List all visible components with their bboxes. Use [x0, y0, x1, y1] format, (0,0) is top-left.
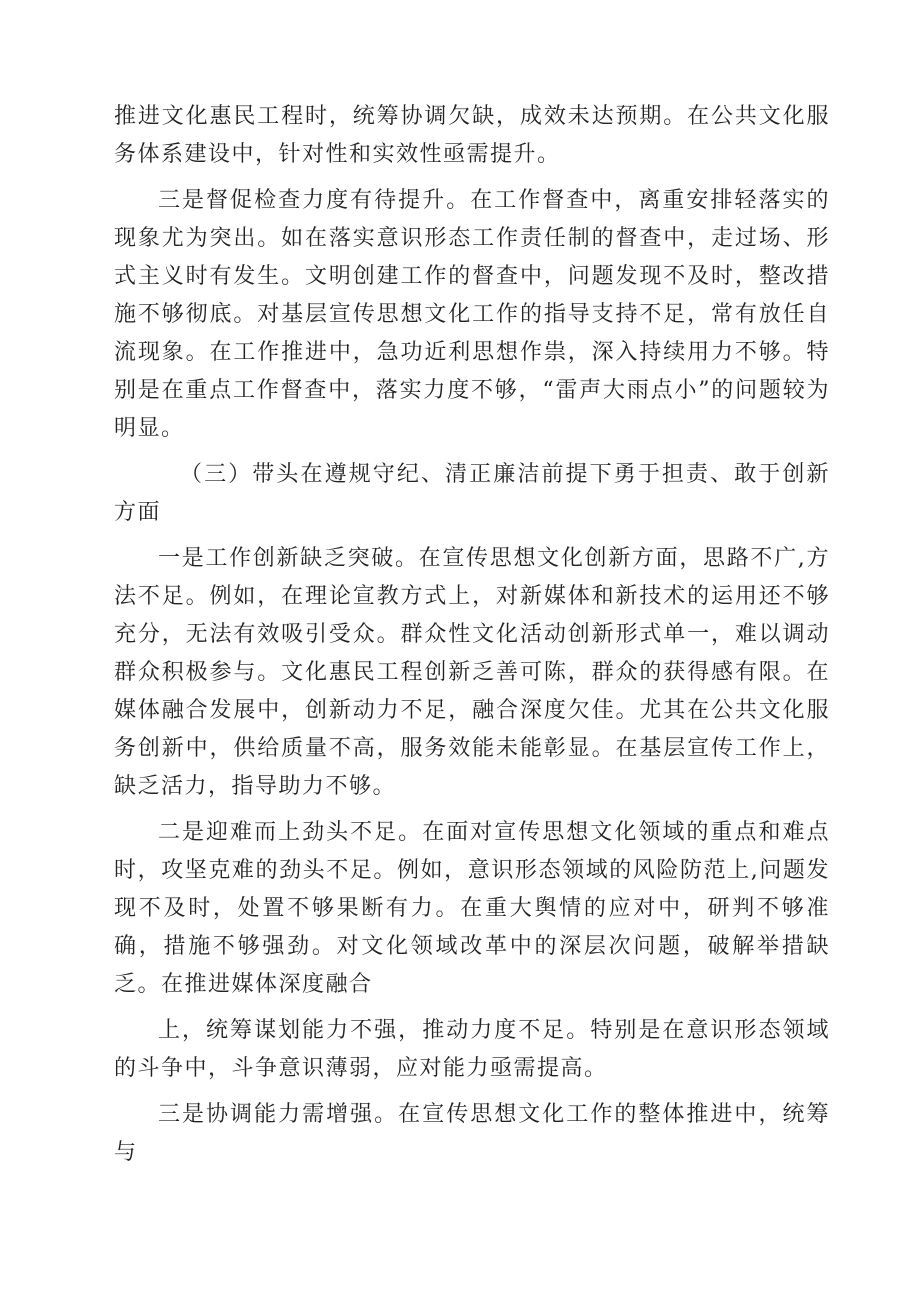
- paragraph-difficulties: 二是迎难而上劲头不足。在面对宣传思想文化领域的重点和难点时，攻坚克难的劲头不足。例如，意识形态领域的风险防范上,问题发现不及时，处置不够果断有力。在重大舆情的应对中，研判不够准确，措施不够强劲。对文化领域改革中的深层次问题，破解举措缺乏。在推进媒体深度融合: [114, 820, 830, 997]
- document-body: [114, 98, 830, 1180]
- paragraph-innovation: 一是工作创新缺乏突破。在宣传思想文化创新方面，思路不广,方法不足。例如，在理论宣教方式上，对新媒体和新技术的运用还不够充分，无法有效吸引受众。群众性文化活动创新形式单一，难以调动群众积极参与。文化惠民工程创新乏善可陈，群众的获得感有限。在媒体融合发展中，创新动力不足，融合深度欠佳。尤其在公共文化服务创新中，供给质量不高，服务效能未能彰显。在基层宣传工作上，缺乏活力，指导助力不够。: [114, 546, 830, 799]
- section-heading: （三）带头在遵规守纪、清正廉洁前提下勇于担责、敢于创新方面: [114, 462, 830, 525]
- paragraph-media-integration: 上，统筹谋划能力不强，推动力度不足。特别是在意识形态领域的斗争中，斗争意识薄弱，应对能力亟需提高。: [114, 1018, 830, 1081]
- paragraph-continuation: 推进文化惠民工程时，统筹协调欠缺，成效未达预期。在公共文化服务体系建设中，针对性和实效性亟需提升。: [114, 104, 830, 167]
- paragraph-coordination: 三是协调能力需增强。在宣传思想文化工作的整体推进中，统筹与: [114, 1102, 830, 1165]
- paragraph-supervision: 三是督促检查力度有待提升。在工作督查中，离重安排轻落实的现象尤为突出。如在落实意识形态工作责任制的督查中，走过场、形式主义时有发生。文明创建工作的督查中，问题发现不及时，整改措施不够彻底。对基层宣传思想文化工作的指导支持不足，常有放任自流现象。在工作推进中，急功近利思想作祟，深入持续用力不够。特别是在重点工作督查中，落实力度不够，“雷声大雨点小”的问题较为明显。: [114, 188, 830, 441]
